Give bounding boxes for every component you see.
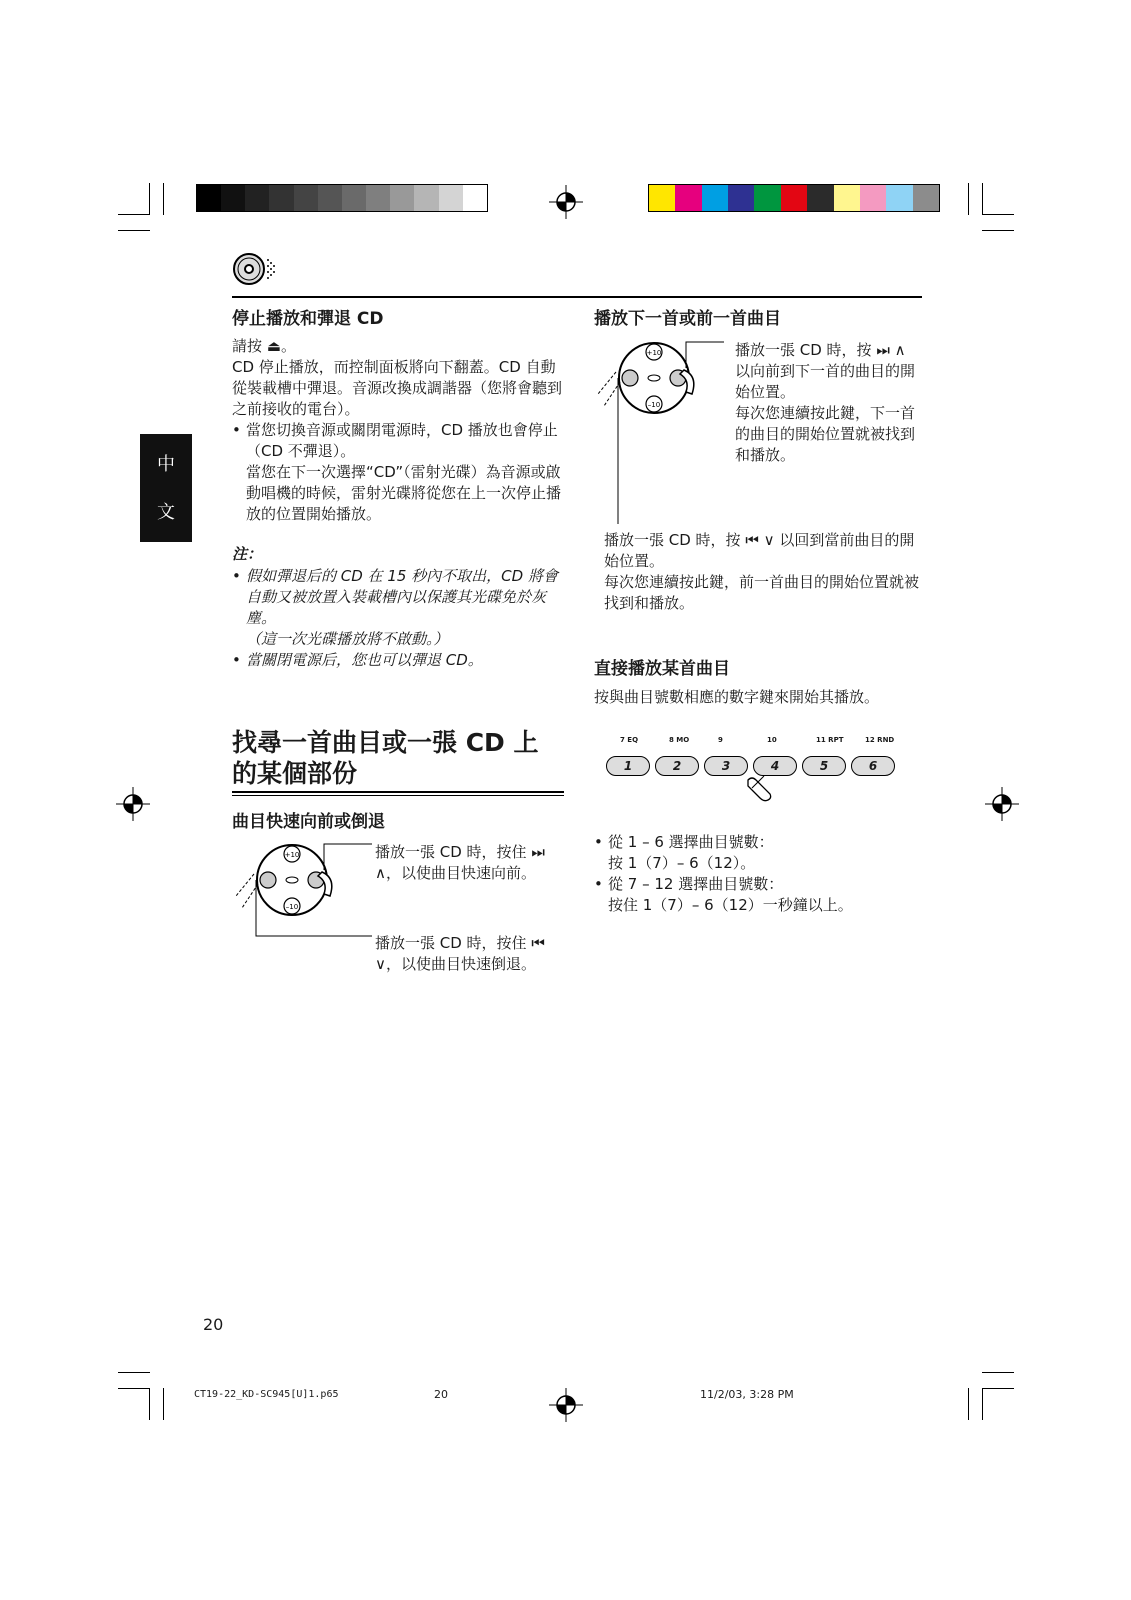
direct-play-title: 直接播放某首曲目 bbox=[594, 659, 730, 679]
list-item bbox=[232, 420, 562, 525]
footer-date: 11/2/03, 3:28 PM bbox=[700, 1388, 794, 1401]
color-swatch bbox=[728, 185, 754, 211]
grayscale-bar bbox=[196, 184, 488, 212]
direct-bullet-1: 從 1 – 6 選擇曲目號數： bbox=[608, 833, 774, 851]
fast-forward-title: 曲目快速向前或倒退 bbox=[232, 812, 385, 832]
page-title-line-1: 找尋一首曲目或一張 CD 上 bbox=[232, 728, 539, 757]
key-sub-label: 10 bbox=[767, 736, 777, 744]
list-item bbox=[232, 650, 562, 671]
page-title bbox=[232, 727, 539, 789]
color-swatch bbox=[781, 185, 807, 211]
key-sub-label: 9 bbox=[718, 736, 723, 744]
skip-forward-text-1: 播放一張 CD 時，按 ⏭ ∧ 以向前到下一首的曲目的開始位置。 bbox=[735, 341, 916, 401]
color-swatch bbox=[913, 185, 939, 211]
skip-back-text bbox=[604, 530, 924, 614]
title-rule bbox=[232, 795, 564, 796]
registration-mark-icon bbox=[985, 787, 1019, 821]
skip-forward-text-2: 每次您連續按此鍵，下一首的曲目的開始位置就被找到和播放。 bbox=[735, 404, 916, 464]
key-sub-label: 11 RPT bbox=[816, 736, 844, 744]
note-bullet-1: 假如彈退后的 CD 在 15 秒內不取出，CD 將會自動又被放置入裝載槽內以保護其光碟免於灰塵。 bbox=[246, 567, 558, 627]
registration-mark-icon bbox=[116, 787, 150, 821]
color-swatch bbox=[245, 185, 269, 211]
stop-bullet-1: 當您切換音源或關閉電源時，CD 播放也會停止（CD 不彈退）。 bbox=[246, 421, 558, 460]
number-key-1: 1 bbox=[606, 756, 650, 776]
stop-bullet-1b: 當您在下一次選擇“CD”（雷射光碟）為音源或啟動唱機的時候，雷射光碟將從您在上一次停止播放的位置開始播放。 bbox=[246, 463, 562, 523]
color-swatch bbox=[318, 185, 342, 211]
registration-mark-icon bbox=[549, 185, 583, 219]
svg-text:+10: +10 bbox=[284, 851, 300, 859]
color-swatch bbox=[754, 185, 780, 211]
title-rule bbox=[232, 791, 564, 793]
color-swatch bbox=[269, 185, 293, 211]
color-swatch bbox=[649, 185, 675, 211]
color-swatch bbox=[390, 185, 414, 211]
note-bullet-2: 當關閉電源后，您也可以彈退 CD。 bbox=[246, 651, 483, 669]
finger-icon bbox=[746, 776, 776, 802]
svg-text:–10: –10 bbox=[285, 903, 299, 911]
number-key-5: 5 bbox=[802, 756, 846, 776]
number-key-6: 6 bbox=[851, 756, 895, 776]
color-swatch bbox=[834, 185, 860, 211]
number-key-4: 4 bbox=[753, 756, 797, 776]
registration-mark-icon bbox=[549, 1388, 583, 1422]
footer-file: CT19-22_KD-SC945[U]1.p65 bbox=[194, 1389, 339, 1400]
list-item bbox=[594, 874, 924, 916]
color-swatch bbox=[702, 185, 728, 211]
color-swatch bbox=[463, 185, 487, 211]
fast-forward-text: 播放一張 CD 時，按住 ⏭ ∧，以使曲目快速向前。 bbox=[375, 843, 545, 882]
list-item bbox=[594, 832, 924, 874]
color-bar bbox=[648, 184, 940, 212]
note-bullet-1b: （這一次光碟播放將不啟動。） bbox=[246, 630, 449, 648]
direct-bullet-1b: 按 1（7）– 6（12）。 bbox=[608, 854, 756, 872]
stop-paragraph: CD 停止播放，而控制面板將向下翻蓋。CD 自動從裝載槽中彈退。音源改換成調諧器（您將會聽到之前接收的電台）。 bbox=[232, 358, 563, 418]
color-swatch bbox=[414, 185, 438, 211]
color-swatch bbox=[366, 185, 390, 211]
note-title: 注： bbox=[232, 545, 263, 563]
control-dial-diagram bbox=[232, 838, 372, 948]
color-swatch bbox=[439, 185, 463, 211]
color-swatch bbox=[675, 185, 701, 211]
cd-icon bbox=[232, 252, 282, 286]
color-swatch bbox=[294, 185, 318, 211]
stop-press-text: 請按 ⏏。 bbox=[232, 337, 296, 355]
skip-back-text-2: 每次您連續按此鍵，前一首曲目的開始位置就被找到和播放。 bbox=[604, 573, 920, 612]
skip-title: 播放下一首或前一首曲目 bbox=[594, 309, 781, 329]
color-swatch bbox=[860, 185, 886, 211]
svg-text:–10: –10 bbox=[647, 401, 661, 409]
color-swatch bbox=[342, 185, 366, 211]
direct-bullet-2b: 按住 1（7）– 6（12）一秒鐘以上。 bbox=[608, 896, 853, 914]
color-swatch bbox=[221, 185, 245, 211]
list-item bbox=[232, 566, 562, 650]
skip-back-text-1: 播放一張 CD 時，按 ⏮ ∨ 以回到當前曲目的開始位置。 bbox=[604, 531, 915, 570]
stop-eject-title: 停止播放和彈退 CD bbox=[232, 309, 384, 329]
footer-page: 20 bbox=[434, 1388, 448, 1401]
skip-forward-text bbox=[735, 340, 920, 466]
language-tab-bottom: 文 bbox=[157, 502, 175, 523]
header-rule bbox=[232, 296, 922, 298]
key-sub-label: 7 EQ bbox=[620, 736, 639, 744]
color-swatch bbox=[197, 185, 221, 211]
page-title-line-2: 的某個部份 bbox=[232, 759, 358, 788]
color-swatch bbox=[807, 185, 833, 211]
number-keys-diagram bbox=[606, 736, 906, 800]
control-dial-diagram bbox=[594, 336, 734, 526]
key-sub-label: 8 MO bbox=[669, 736, 690, 744]
direct-bullet-2: 從 7 – 12 選擇曲目號數： bbox=[608, 875, 784, 893]
svg-text:+10: +10 bbox=[646, 349, 662, 357]
language-tab-top: 中 bbox=[157, 454, 175, 475]
key-sub-label: 12 RND bbox=[865, 736, 895, 744]
rewind-text: 播放一張 CD 時，按住 ⏮ ∨，以使曲目快速倒退。 bbox=[375, 934, 545, 973]
page-number: 20 bbox=[203, 1315, 224, 1334]
number-key-2: 2 bbox=[655, 756, 699, 776]
direct-play-text: 按與曲目號數相應的數字鍵來開始其播放。 bbox=[594, 688, 880, 706]
color-swatch bbox=[886, 185, 912, 211]
language-tab bbox=[140, 434, 192, 542]
number-key-3: 3 bbox=[704, 756, 748, 776]
